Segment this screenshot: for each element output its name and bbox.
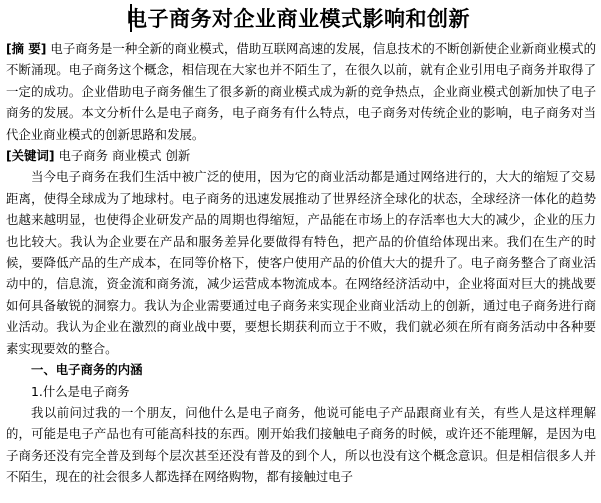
keywords	[6, 145, 596, 166]
paragraph-intro: 当今电子商务在我们生活中被广泛的使用，因为它的商业活动都是通过网络进行的，大大的缩短了交易距离，使得全球成为了地球村。电子商务的迅速发展推动了世界经济全球化的状态，全球经济一体化的趋势也越来越明显，也使得企业研发产品的周期也得缩短，产品能在市场上的存活率也大大的减少，企业的压力也比较大。我认为企业要在产品和服务差异化要做得有特色，把产品的价值给体现出来。我们在生产的时候，要降低产品的生产成本，在同等价格下，使客户使用产品的价值大大的提升了。电子商务整合了商业活动中的，信息流，资金流和商务流，减少运营成本物流成本。在网络经济活动中，企业将面对巨大的挑战要如何具备敏锐的洞察力。我认为企业需要通过电子商务来实现企业商业活动上的创新，通过电子商务进行商业活动。我认为企业在激烈的商业战中要，要想长期获利而立于不败，我们就必须在所有商务活动中各种要素实现要效的整合。	[6, 169, 596, 356]
abstract-text: 电子商务是一种全新的商业模式，借助互联网高速的发展，信息技术的不断创新使企业新商业模式的不断涌现。电子商务这个概念，相信现在大家也并不陌生了，在很久以前，就有企业引用电子商务并取得了一定的成功。企业借助电子商务催生了很多新的商业模式成为新的竞争热点，企业商业模式创新加快了电子商务的发展。本文分析什么是电子商务，电子商务有什么特点，电子商务对传统企业的影响，电子商务对当代企业商业模式的创新思路和发展。	[6, 41, 597, 142]
paragraph-body: 我以前问过我的一个朋友，问他什么是电子商务，他说可能电子产品跟商业有关，有些人是这样理解的，可能是电子产品也有可能高科技的东西。刚开始我们接触电子商务的时候，或许还不能理解，是因为电子商务还没有完全普及到每个层次甚至还没有普及的到个人，所以也没有这个概念意识。但是相信很多人并不陌生，现在的社会很多人都选择在网络购物，都有接触过电子	[6, 404, 596, 485]
abstract	[6, 38, 596, 145]
keywords-text: 电子商务 商业模式 创新	[58, 148, 191, 164]
document-body	[6, 38, 596, 488]
keywords-label: [关键词]	[6, 148, 55, 164]
abstract-label: [摘 要]	[6, 41, 47, 56]
document-title: 电子商务对企业商业模式影响和创新	[126, 7, 470, 31]
subsection-heading: 1.什么是电子商务	[31, 383, 130, 399]
section-heading: 一、电子商务的内涵	[31, 362, 143, 378]
